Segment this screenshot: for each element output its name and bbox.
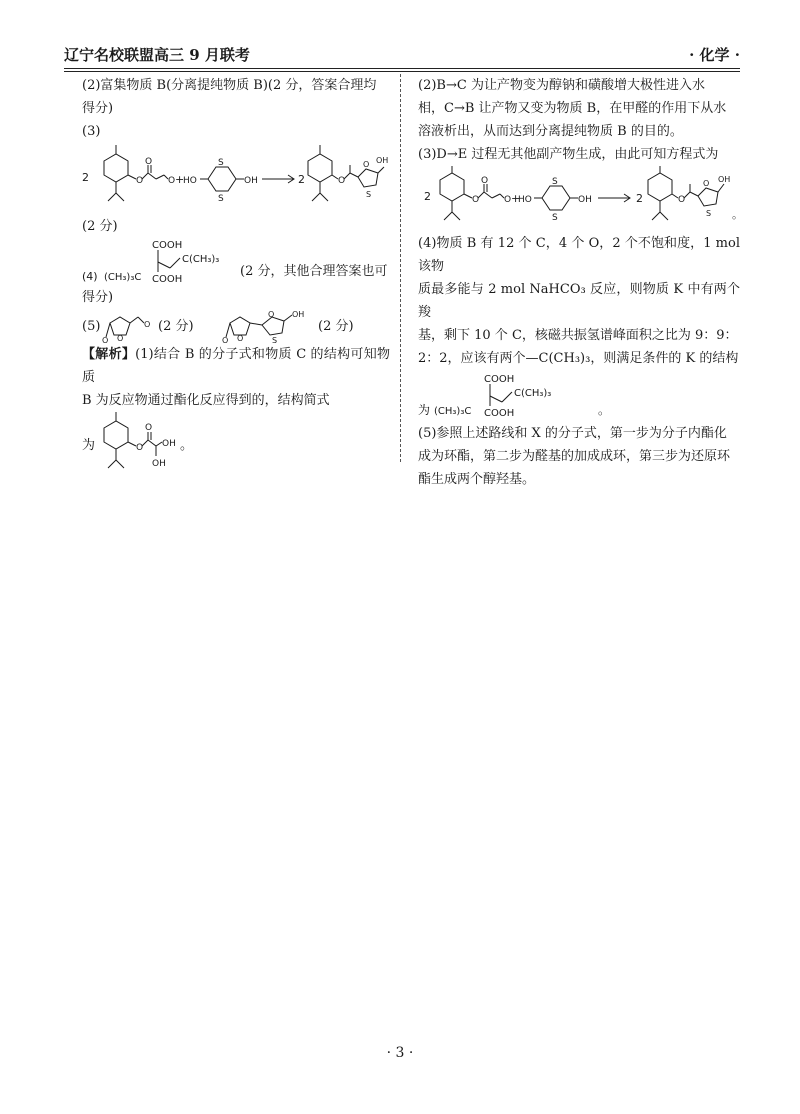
b-ester-o: O: [136, 443, 144, 453]
reaction-q3-structure: [82, 143, 390, 215]
k-tbu-right: C(CH₃)₃: [514, 388, 552, 399]
analysis-structure-row: [82, 412, 390, 474]
q4-cooh-bottom: COOH: [152, 274, 183, 285]
r-oh: OH: [578, 195, 592, 205]
aldehyde-o-1: O: [168, 176, 176, 186]
r-ester-o-product: O: [678, 195, 686, 205]
r-plus: +: [511, 192, 521, 205]
analysis-4-line4: 2：2，应该有两个—C(CH₃)₃，则满足条件的 K 的结构: [418, 351, 739, 366]
analysis-2-line2: 相，C→B 让产物又变为物质 B，在甲醛的作用下从水: [418, 101, 727, 116]
answer-q3-score: (2 分): [82, 219, 118, 234]
q4-cooh-top: COOH: [152, 240, 183, 251]
r-coef-2-product: 2: [636, 192, 643, 205]
k-tbu-left: (CH₃)₃C: [434, 406, 472, 417]
k-wei: 为: [418, 403, 431, 417]
ester-o-product: O: [338, 176, 346, 186]
header-rule-thin: [64, 71, 740, 72]
oh-label: OH: [244, 176, 258, 186]
q5-score-a: (2 分): [158, 319, 194, 334]
ester-o-1: O: [136, 176, 144, 186]
r-s-top: S: [552, 177, 558, 187]
answer-q3-label: (3): [82, 124, 101, 139]
q4-bonds: [158, 250, 180, 272]
answer-q2-line1: (2)富集物质 B(分离提纯物质 B)(2 分，答案合理均: [82, 78, 377, 93]
b-oh-top: OH: [162, 439, 176, 449]
analysis-4-line3: 基，剩下 10 个 C，核磁共振氢谱峰面积之比为 9：9：: [418, 328, 738, 343]
ring-o-product: O: [363, 160, 370, 169]
r-coef-2: 2: [424, 190, 431, 203]
analysis-wei: 为: [82, 438, 96, 453]
answer-q4-line2: 得分): [82, 290, 114, 305]
r-ester-o: O: [472, 195, 480, 205]
q5a-ald-o: O: [144, 320, 151, 329]
coef-2: 2: [82, 171, 89, 184]
r-ring-s-product: S: [706, 209, 712, 218]
header-rule-thick: [64, 68, 740, 69]
subject-label: · 化学 ·: [689, 46, 740, 64]
answer-q4-score: (2 分，其他合理答案也可: [240, 264, 388, 279]
q5b-ring-o: O: [237, 334, 244, 343]
q5b-oh: OH: [292, 310, 305, 319]
q5-structure-a: [102, 309, 162, 343]
q5b-keto-o: O: [222, 336, 229, 345]
dithiane-s-top: S: [218, 158, 224, 168]
q5-structure-b: [222, 309, 314, 343]
q5a-ring-o: O: [117, 334, 124, 343]
b-carbonyl-o: O: [145, 423, 153, 433]
answer-q2-line2: 得分): [82, 101, 114, 116]
ring-s-product: S: [366, 190, 372, 199]
answer-q5-block: [82, 309, 390, 343]
menthyl-ring-1: [104, 145, 168, 201]
analysis-line1: [82, 343, 390, 389]
analysis-2-line1: (2)B→C 为让产物变为醇钠和磺酸增大极性进入水: [418, 78, 705, 93]
analysis-4-line1: (4)物质 B 有 12 个 C，4 个 O，2 个不饱和度，1 mol 该物: [418, 236, 740, 274]
right-column: [418, 74, 743, 491]
dithiane-ring: [200, 167, 244, 191]
r-ho: HO: [518, 195, 532, 205]
k-structure: [418, 370, 740, 422]
analysis-5-line1: (5)参照上述路线和 X 的分子式，第一步为分子内酯化: [418, 426, 727, 441]
column-divider: [400, 74, 401, 462]
r-s-bottom: S: [552, 213, 558, 223]
analysis-text-1: (1)结合 B 的分子式和物质 C 的结构可知物质: [82, 347, 390, 385]
r-carbonyl-o: O: [481, 176, 489, 186]
q5a-keto-o: O: [102, 336, 109, 345]
q4-tbu-left: (CH₃)₃C: [104, 272, 142, 283]
plus-sign: +: [175, 173, 185, 186]
reaction-r3-structure: [418, 166, 743, 232]
q5-label: (5): [82, 319, 101, 334]
analysis-2-line3: 溶液析出，从而达到分离提纯物质 B 的目的。: [418, 124, 683, 139]
oh-product: OH: [376, 156, 389, 165]
analysis-4-structure-row: [418, 370, 740, 422]
dithiane-s-bottom: S: [218, 194, 224, 204]
structure-b: [96, 412, 216, 474]
analysis-end: 。: [180, 438, 194, 453]
r3-end: 。: [732, 208, 743, 221]
reaction-arrow: [262, 175, 294, 183]
analysis-5-line2: 成为环酯，第二步为醛基的加成成环，第三步为还原环: [418, 449, 731, 464]
left-column: [82, 74, 390, 474]
analysis-line2: B 为反应物通过酯化反应得到的，结构简式: [82, 393, 330, 408]
carbonyl-o-1: O: [145, 157, 153, 167]
menthyl-ring-product: [308, 145, 384, 201]
q5-score-b: (2 分): [318, 319, 354, 334]
q4-tbu-right: C(CH₃)₃: [182, 254, 220, 265]
q4-label: (4): [82, 270, 98, 283]
r-ald-o: O: [504, 195, 512, 205]
q5b-s: S: [272, 336, 278, 345]
analysis-4-line2: 质最多能与 2 mol NaHCO₃ 反应，则物质 K 中有两个羧: [418, 282, 740, 320]
b-oh-bottom: OH: [152, 459, 166, 469]
page-header: [64, 44, 740, 66]
k-cooh-bottom: COOH: [484, 408, 515, 419]
r-oh-product: OH: [718, 175, 731, 184]
ho-label: HO: [183, 176, 197, 186]
r-ring-o-product: O: [703, 179, 710, 188]
coef-2-product: 2: [298, 173, 305, 186]
page-number: · 3 ·: [386, 1045, 414, 1061]
analysis-3-line1: (3)D→E 过程无其他副产物生成，由此可知方程式为: [418, 147, 719, 162]
analysis-tag: 【解析】: [82, 347, 136, 362]
k-end: 。: [598, 403, 611, 417]
q5b-o: O: [268, 310, 275, 319]
k-cooh-top: COOH: [484, 374, 515, 385]
exam-title: 辽宁名校联盟高三 9 月联考: [64, 46, 250, 64]
analysis-5-line3: 酯生成两个醇羟基。: [418, 472, 536, 487]
answer-q4-block: [82, 238, 390, 286]
